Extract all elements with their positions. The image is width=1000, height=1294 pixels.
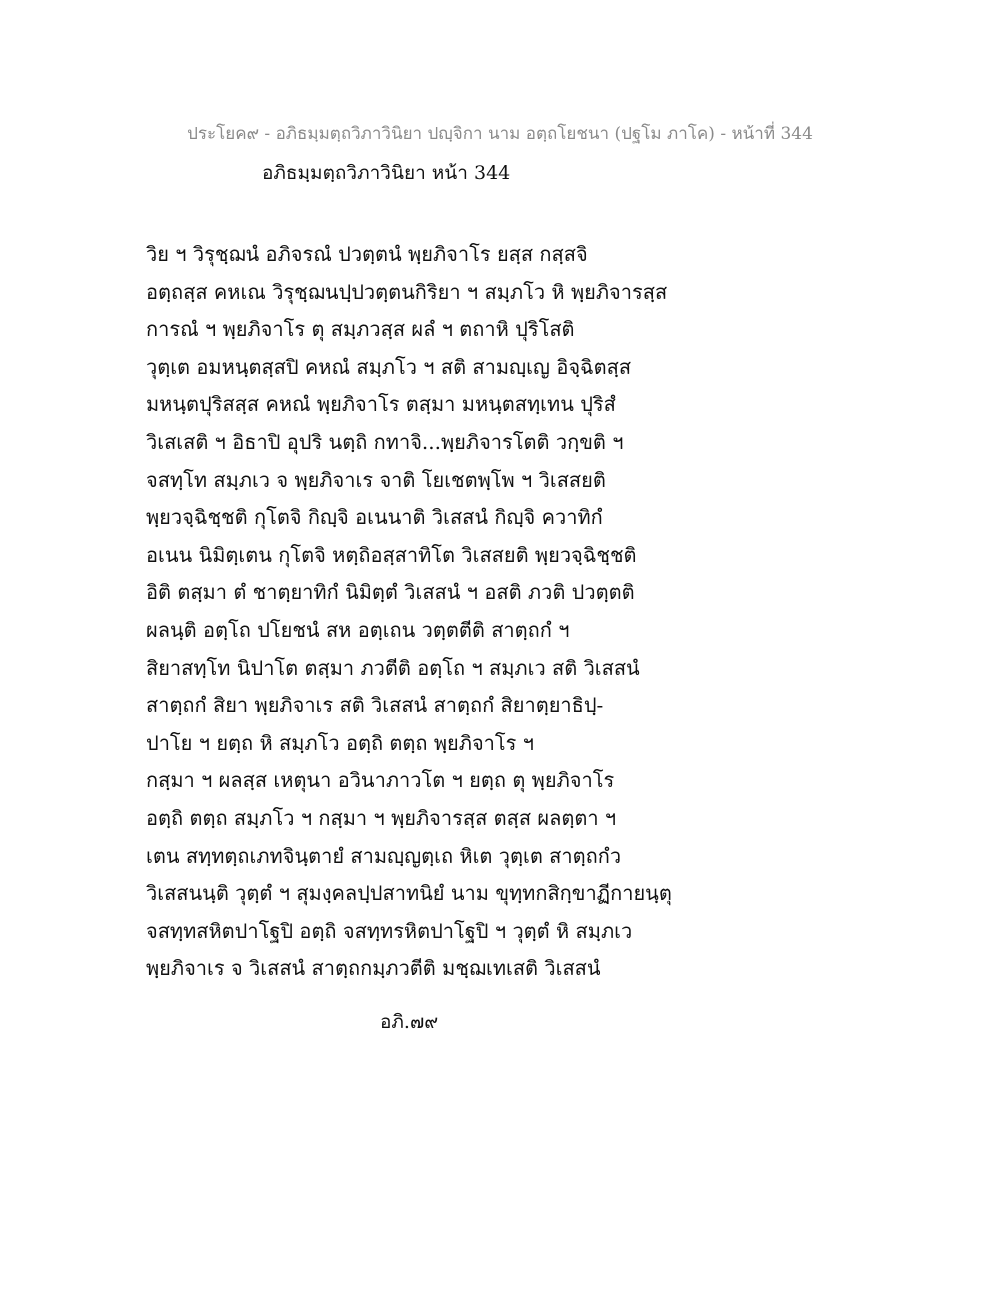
text-line: สิยาสทฺโท นิปาโต ตสฺมา ภวตีติ อตฺโถ ฯ สมฺภเว สติ วิเสสนํ bbox=[146, 655, 640, 680]
text-line: พฺยภิจาเร จ วิเสสนํ สาตฺถกมฺภวตีติ มชฺฌเทเสติ วิเสสนํ bbox=[146, 956, 601, 981]
text-line: อิติ ตสฺมา ตํ ชาตฺยาทิกํ นิมิตฺตํ วิเสสนํ ฯ อสติ ภวติ ปวตฺตติ bbox=[146, 580, 635, 605]
text-line: วิย ฯ วิรุชฺฌนํ อภิจรณํ ปวตฺตนํ พฺยภิจาโร ยสฺส กสฺสจิ bbox=[146, 242, 588, 266]
text-line: อตฺถสฺส คหเณ วิรุชฺฌนปฺปวตฺตนกิริยา ฯ สมฺภโว หิ พฺยภิจารสฺส bbox=[146, 279, 668, 304]
page-title: อภิธมฺมตฺถวิภาวินิยา หน้า 344 bbox=[262, 162, 511, 184]
signature-mark: อภิ.๗๙ bbox=[380, 1011, 439, 1033]
text-line: ปาโย ฯ ยตฺถ หิ สมฺภโว อตฺถิ ตตฺถ พฺยภิจาโร ฯ bbox=[146, 730, 534, 755]
text-line: อเนน นิมิตฺเตน กุโตจิ หตฺถิอสฺสาทิโต วิเสสยติ พฺยวจฺฉิชฺชติ bbox=[146, 542, 637, 567]
body-text bbox=[146, 236, 866, 988]
text-line: ผลนฺติ อตฺโถ ปโยชนํ สห อตฺเถน วตฺตตีติ สาตฺถกํ ฯ bbox=[146, 617, 570, 642]
text-line: วุตฺเต อมหนฺตสฺสปิ คหณํ สมฺภโว ฯ สติ สามญฺเญ อิจฺฉิตสฺส bbox=[146, 354, 632, 379]
text-line: วิเสเสติ ฯ อิธาปิ อุปริ นตฺถิ กทาจิ...พฺยภิจารโตติ วกฺขติ ฯ bbox=[146, 429, 624, 454]
text-line: จสทฺโท สมฺภเว จ พฺยภิจาเร จาติ โยเชตพฺโพ ฯ วิเสสยติ bbox=[146, 467, 606, 492]
text-line: สาตฺถกํ สิยา พฺยภิจาเร สติ วิเสสนํ สาตฺถกํ สิยาตฺยาธิปฺ- bbox=[146, 693, 604, 718]
text-line: พฺยวจฺฉิชฺชติ กุโตจิ กิญฺจิ อเนนาติ วิเสสนํ กิญฺจิ ควาทิกํ bbox=[146, 505, 603, 530]
text-line: มหนฺตปุริสสฺส คหณํ พฺยภิจาโร ตสฺมา มหนฺตสทฺเทน ปุริสํ bbox=[146, 392, 616, 417]
text-line: กสฺมา ฯ ผลสฺส เหตุนา อวินาภาวโต ฯ ยตฺถ ตุ พฺยภิจาโร bbox=[146, 768, 615, 793]
text-line: การณํ ฯ พฺยภิจาโร ตุ สมฺภวสฺส ผลํ ฯ ตถาหิ ปุริโสติ bbox=[146, 317, 575, 342]
text-line: วิเสสนนฺติ วุตฺตํ ฯ สุมงฺคลปฺปสาทนิยํ นาม ขุทฺทกสิกฺขาฏีกายนฺตุ bbox=[146, 881, 672, 906]
text-line: อตฺถิ ตตฺถ สมฺภโว ฯ กสฺมา ฯ พฺยภิจารสฺส ตสฺส ผลตฺตา ฯ bbox=[146, 805, 617, 830]
running-header: ประโยค๙ - อภิธมฺมตฺถวิภาวินิยา ปญฺจิกา นาม อตฺถโยชนา (ปฐโม ภาโค) - หน้าที่ 344 bbox=[187, 124, 813, 144]
text-line: เตน สทฺทตฺถเภทจินฺตายํ สามญฺญตฺเถ หิเต วุตฺเต สาตฺถกํว bbox=[146, 843, 622, 868]
text-line: จสทฺทสหิตปาโฐปิ อตฺถิ จสทฺทรหิตปาโฐปิ ฯ วุตฺตํ หิ สมฺภเว bbox=[146, 918, 633, 943]
